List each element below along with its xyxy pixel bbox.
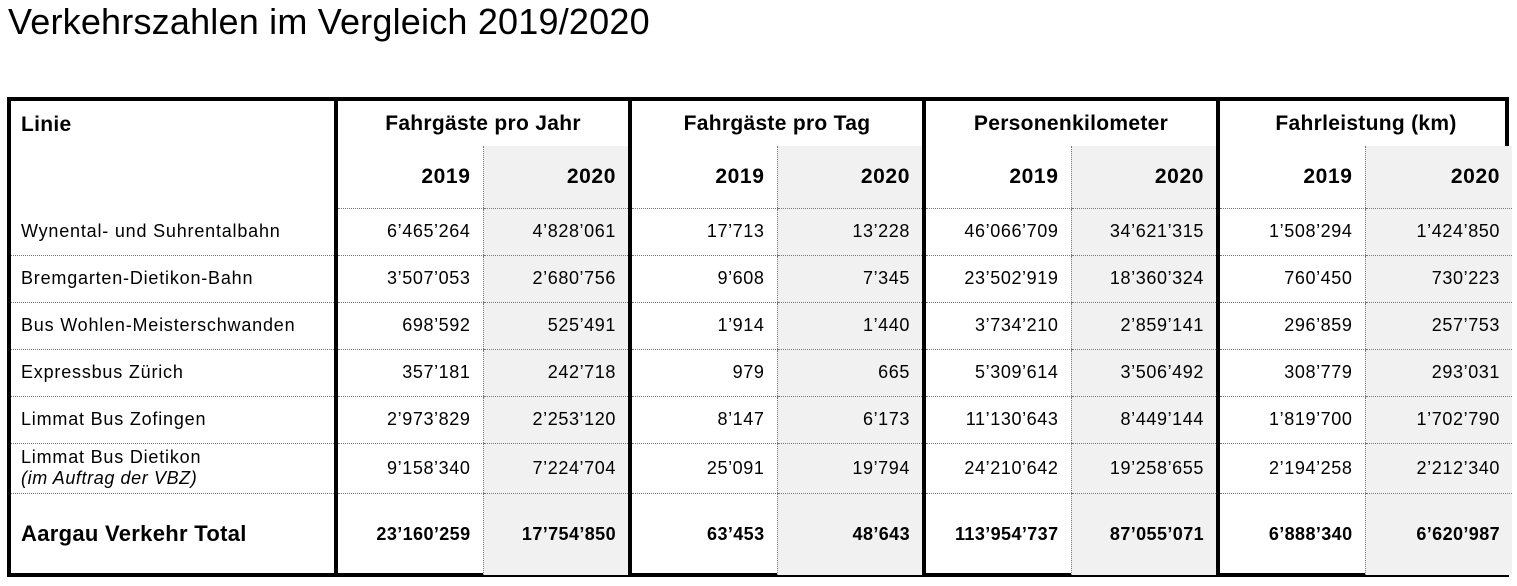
table-cell: 2’253’120 [483, 396, 630, 443]
table-cell: 2’680’756 [483, 255, 630, 302]
table-cell: 1’424’850 [1365, 208, 1512, 255]
table-cell: 63’453 [630, 493, 777, 575]
row-name: Limmat Bus Zofingen [21, 409, 207, 429]
table-cell: 18’360’324 [1071, 255, 1218, 302]
year-header: 2019 [630, 146, 777, 208]
table-cell: 46’066’709 [924, 208, 1071, 255]
table-cell: 19’794 [777, 443, 924, 493]
table-cell: 665 [777, 349, 924, 396]
table-row [11, 396, 1512, 443]
table-cell: 7’224’704 [483, 443, 630, 493]
table-cell: 296’859 [1218, 302, 1365, 349]
table-cell: 8’147 [630, 396, 777, 443]
table-cell: 242’718 [483, 349, 630, 396]
total-row [11, 493, 1512, 575]
row-name-cell [11, 396, 336, 443]
table-row [11, 349, 1512, 396]
year-header: 2019 [336, 146, 483, 208]
year-header: 2019 [924, 146, 1071, 208]
row-name-cell [11, 208, 336, 255]
table-row [11, 208, 1512, 255]
traffic-table-frame [7, 97, 1509, 577]
table-cell: 6’620’987 [1365, 493, 1512, 575]
table-cell: 3’506’492 [1071, 349, 1218, 396]
year-header: 2020 [777, 146, 924, 208]
page-title: Verkehrszahlen im Vergleich 2019/2020 [8, 1, 650, 42]
table-cell: 979 [630, 349, 777, 396]
table-cell: 11’130’643 [924, 396, 1071, 443]
row-name: Limmat Bus Dietikon [21, 447, 202, 467]
group-header-vehicle-km: Fahrleistung (km) [1218, 101, 1512, 146]
table-row [11, 443, 1512, 493]
table-cell: 698’592 [336, 302, 483, 349]
table-cell: 17’754’850 [483, 493, 630, 575]
table-cell: 1’914 [630, 302, 777, 349]
table-cell: 5’309’614 [924, 349, 1071, 396]
table-cell: 87’055’071 [1071, 493, 1218, 575]
row-name-note: (im Auftrag der VBZ) [21, 468, 198, 488]
table-cell: 6’173 [777, 396, 924, 443]
table-cell: 9’608 [630, 255, 777, 302]
table-cell: 4’828’061 [483, 208, 630, 255]
row-name-cell [11, 349, 336, 396]
table-cell: 6’465’264 [336, 208, 483, 255]
table-cell: 1’508’294 [1218, 208, 1365, 255]
row-name-cell [11, 255, 336, 302]
row-name-cell [11, 443, 336, 493]
table-cell: 357’181 [336, 349, 483, 396]
table-cell: 7’345 [777, 255, 924, 302]
table-row [11, 255, 1512, 302]
table-cell: 257’753 [1365, 302, 1512, 349]
row-name: Bremgarten-Dietikon-Bahn [21, 268, 254, 288]
table-cell: 1’440 [777, 302, 924, 349]
table-cell: 3’507’053 [336, 255, 483, 302]
year-header: 2019 [1218, 146, 1365, 208]
table-cell: 730’223 [1365, 255, 1512, 302]
table-cell: 6’888’340 [1218, 493, 1365, 575]
table-cell: 23’160’259 [336, 493, 483, 575]
table-cell: 34’621’315 [1071, 208, 1218, 255]
year-header: 2020 [1365, 146, 1512, 208]
table-cell: 760’450 [1218, 255, 1365, 302]
table-cell: 8’449’144 [1071, 396, 1218, 443]
year-header: 2020 [1071, 146, 1218, 208]
row-name: Expressbus Zürich [21, 362, 184, 382]
group-header-passengers-day: Fahrgäste pro Tag [630, 101, 924, 146]
traffic-table [11, 101, 1512, 575]
year-header: 2020 [483, 146, 630, 208]
table-cell: 24’210’642 [924, 443, 1071, 493]
table-cell: 17’713 [630, 208, 777, 255]
table-cell: 23’502’919 [924, 255, 1071, 302]
table-cell: 2’212’340 [1365, 443, 1512, 493]
table-cell: 293’031 [1365, 349, 1512, 396]
table-cell: 3’734’210 [924, 302, 1071, 349]
table-row [11, 302, 1512, 349]
group-header-row [11, 101, 1512, 146]
row-name: Wynental- und Suhrentalbahn [21, 220, 281, 241]
table-cell: 48’643 [777, 493, 924, 575]
table-cell: 2’194’258 [1218, 443, 1365, 493]
group-header-passenger-km: Personenkilometer [924, 101, 1218, 146]
table-cell: 9’158’340 [336, 443, 483, 493]
table-cell: 113’954’737 [924, 493, 1071, 575]
total-label: Aargau Verkehr Total [21, 521, 247, 547]
table-cell: 2’859’141 [1071, 302, 1218, 349]
row-name-cell [11, 302, 336, 349]
table-cell: 2’973’829 [336, 396, 483, 443]
table-cell: 525’491 [483, 302, 630, 349]
table-cell: 25’091 [630, 443, 777, 493]
table-cell: 1’702’790 [1365, 396, 1512, 443]
table-cell: 308’779 [1218, 349, 1365, 396]
row-name: Bus Wohlen-Meisterschwanden [21, 315, 296, 335]
table-cell: 13’228 [777, 208, 924, 255]
table-cell: 1’819’700 [1218, 396, 1365, 443]
table-body [11, 208, 1512, 575]
group-header-passengers-year: Fahrgäste pro Jahr [336, 101, 630, 146]
table-cell: 19’258’655 [1071, 443, 1218, 493]
column-header-line: Linie [21, 113, 72, 136]
